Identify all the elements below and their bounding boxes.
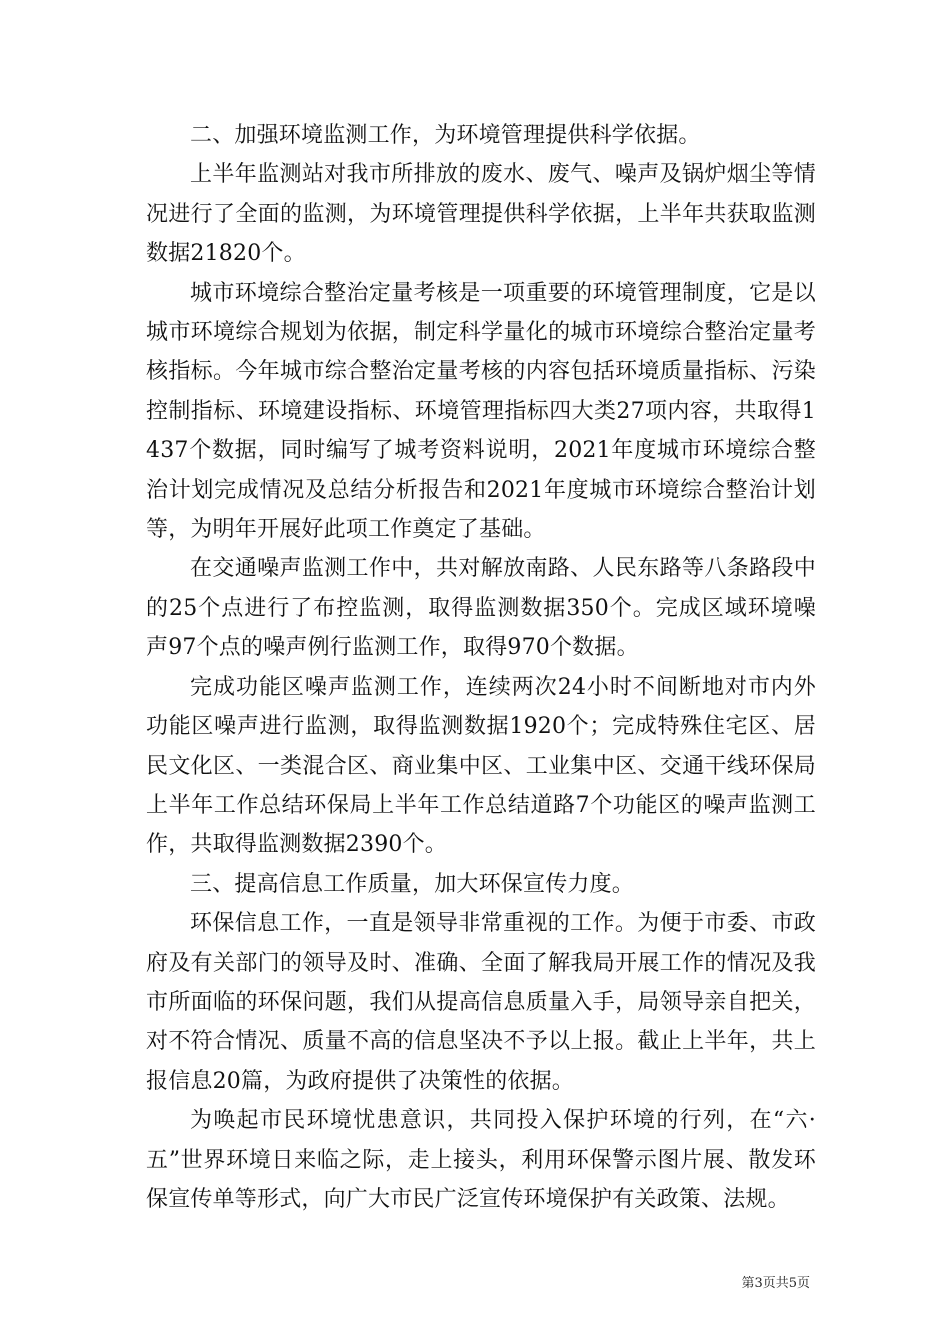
document-body <box>146 116 816 1219</box>
section-heading-monitoring: 二、加强环境监测工作，为环境管理提供科学依据。 <box>190 123 701 148</box>
section-heading-information: 三、提高信息工作质量，加大环保宣传力度。 <box>190 871 635 897</box>
paragraph-quantitative-assessment: 城市环境综合整治定量考核是一项重要的环境管理制度，它是以城市环境综合规划为依据，制定科学量化的城市环境综合整治定量考核指标。今年城市综合整治定量考核的内容包括环境质量指标、污染控制指标、环境建设指标、环境管理指标四大类27项内容，共取得1437个数据，同时编写了城考资料说明，2021年度城市环境综合整治计划完成情况及总结分析报告和2021年度城市环境综合整治计划等，为明年开展好此项工作奠定了基础。 <box>146 280 816 543</box>
paragraph-monitoring-summary: 上半年监测站对我市所排放的废水、废气、噪声及锅炉烟尘等情况进行了全面的监测，为环境管理提供科学依据，上半年共获取监测数据21820个。 <box>146 162 816 267</box>
paragraph-functional-area-noise: 完成功能区噪声监测工作，连续两次24小时不间断地对市内外功能区噪声进行监测，取得监测数据1920个；完成特殊住宅区、居民文化区、一类混合区、商业集中区、工业集中区、交通干线环保局上半年工作总结环保局上半年工作总结道路7个功能区的噪声监测工作，共取得监测数据2390个。 <box>146 674 816 858</box>
paragraph-environment-day: 为唤起市民环境忧患意识，共同投入保护环境的行列，在“六·五”世界环境日来临之际，走上接头，利用环保警示图片展、散发环保宣传单等形式，向广大市民广泛宣传环境保护有关政策、法规。 <box>146 1108 816 1212</box>
paragraph-information-work: 环保信息工作，一直是领导非常重视的工作。为便于市委、市政府及有关部门的领导及时、准确、全面了解我局开展工作的情况及我市所面临的环保问题，我们从提高信息质量入手，局领导亲自把关，对不符合情况、质量不高的信息坚决不予以上报。截止上半年，共上报信息20篇，为政府提供了决策性的依据。 <box>146 911 816 1094</box>
page-number: 第3页共5页 <box>741 1276 810 1291</box>
paragraph-traffic-noise: 在交通噪声监测工作中，共对解放南路、人民东路等八条路段中的25个点进行了布控监测，取得监测数据350个。完成区域环境噪声97个点的噪声例行监测工作，取得970个数据。 <box>146 556 816 661</box>
